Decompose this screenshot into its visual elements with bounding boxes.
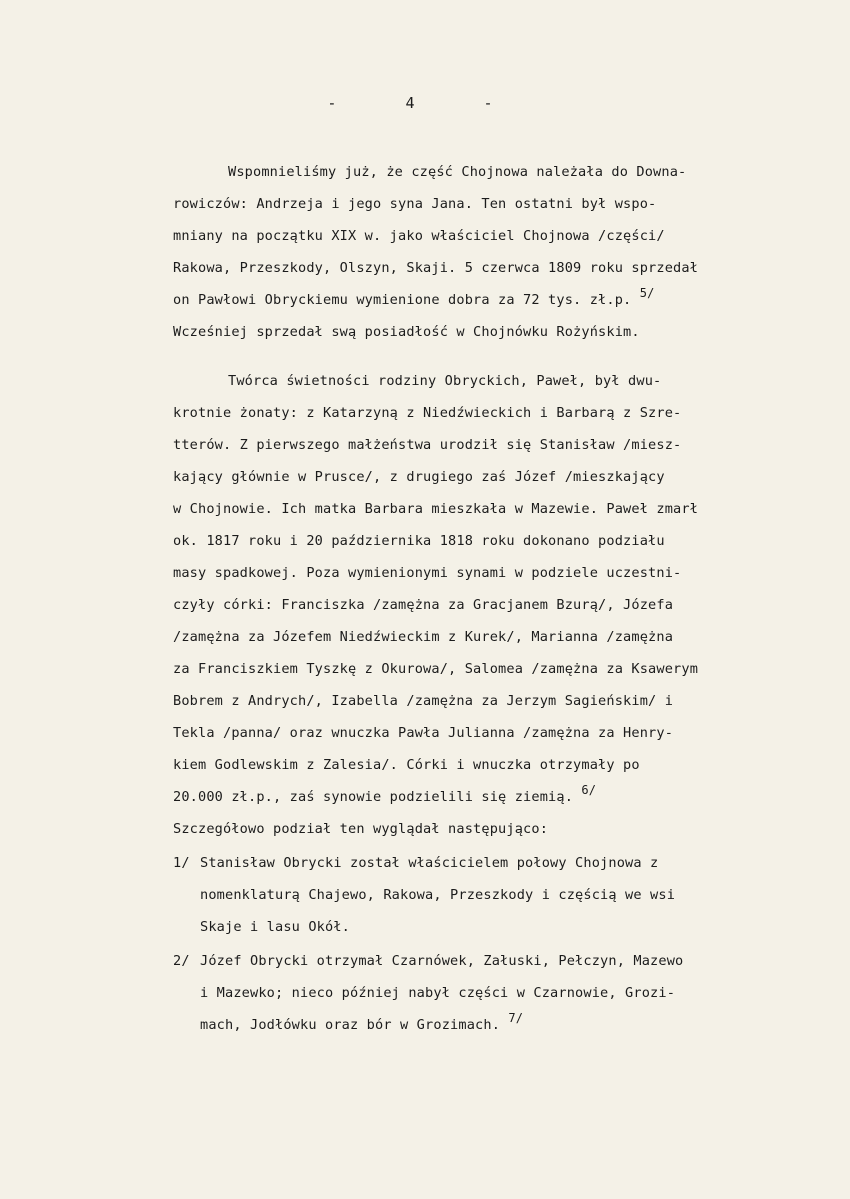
text-line: ok. 1817 roku i 20 października 1818 roku dokonano podziału	[173, 533, 665, 549]
text-line: Stanisław Obrycki został właścicielem połowy Chojnowa z	[200, 855, 659, 871]
text-line: 20.000 zł.p., zaś synowie podzielili się ziemią. 6/	[173, 783, 597, 805]
text-line: kający głównie w Prusce/, z drugiego zaś Józef /mieszkający	[173, 469, 665, 485]
text-line: kiem Godlewskim z Zalesia/. Córki i wnuczka otrzymały po	[173, 757, 640, 773]
footnote-marker: 5/	[639, 286, 655, 300]
list-marker: 1/	[173, 855, 190, 871]
text-line: masy spadkowej. Poza wymienionymi synami w podziele uczestni-	[173, 565, 682, 581]
list-marker: 2/	[173, 953, 190, 969]
text-line: w Chojnowie. Ich matka Barbara mieszkała w Mazewie. Paweł zmarł	[173, 501, 699, 517]
text-line: on Pawłowi Obryckiemu wymienione dobra za 72 tys. zł.p. 5/	[173, 286, 655, 308]
text-line: Wcześniej sprzedał swą posiadłość w Chojnówku Rożyńskim.	[173, 324, 640, 340]
text-line: Wspomnieliśmy już, że część Chojnowa należała do Downa-	[228, 164, 687, 180]
text-line: Skaje i lasu Okół.	[200, 919, 351, 935]
text-line: /zamężna za Józefem Niedźwieckim z Kurek/, Marianna /zamężna	[173, 629, 674, 645]
text-line: Józef Obrycki otrzymał Czarnówek, Załuski, Pełczyn, Mazewo	[200, 953, 684, 969]
text-line: Tekla /panna/ oraz wnuczka Pawła Julianna /zamężna za Henry-	[173, 725, 674, 741]
text-line: mniany na początku XIX w. jako właściciel Chojnowa /części/	[173, 228, 665, 244]
text-line: nomenklaturą Chajewo, Rakowa, Przeszkody i częścią we wsi	[200, 887, 676, 903]
text-line: krotnie żonaty: z Katarzyną z Niedźwieckich i Barbarą z Szre-	[173, 405, 682, 421]
text-line: tterów. Z pierwszego małżeństwa urodził się Stanisław /miesz-	[173, 437, 682, 453]
text-line: i Mazewko; nieco później nabył części w Czarnowie, Grozi-	[200, 985, 676, 1001]
text-line: Szczegółowo podział ten wyglądał następująco:	[173, 821, 549, 837]
text-line: Rakowa, Przeszkody, Olszyn, Skaji. 5 czerwca 1809 roku sprzedał	[173, 260, 699, 276]
text-line: czyły córki: Franciszka /zamężna za Gracjanem Bzurą/, Józefa	[173, 597, 674, 613]
footnote-marker: 6/	[581, 783, 597, 797]
text-line: Bobrem z Andrych/, Izabella /zamężna za Jerzym Sagieńskim/ i	[173, 693, 674, 709]
text-line: rowiczów: Andrzeja i jego syna Jana. Ten ostatni był wspo-	[173, 196, 657, 212]
text-line: za Franciszkiem Tyszkę z Okurowa/, Salomea /zamężna za Ksawerym	[173, 661, 699, 677]
footnote-marker: 7/	[508, 1011, 524, 1025]
text-line: Twórca świetności rodziny Obryckich, Paweł, był dwu-	[228, 373, 662, 389]
text-line: mach, Jodłówku oraz bór w Grozimach. 7/	[200, 1011, 524, 1033]
page-number: - 4 -	[327, 94, 523, 112]
